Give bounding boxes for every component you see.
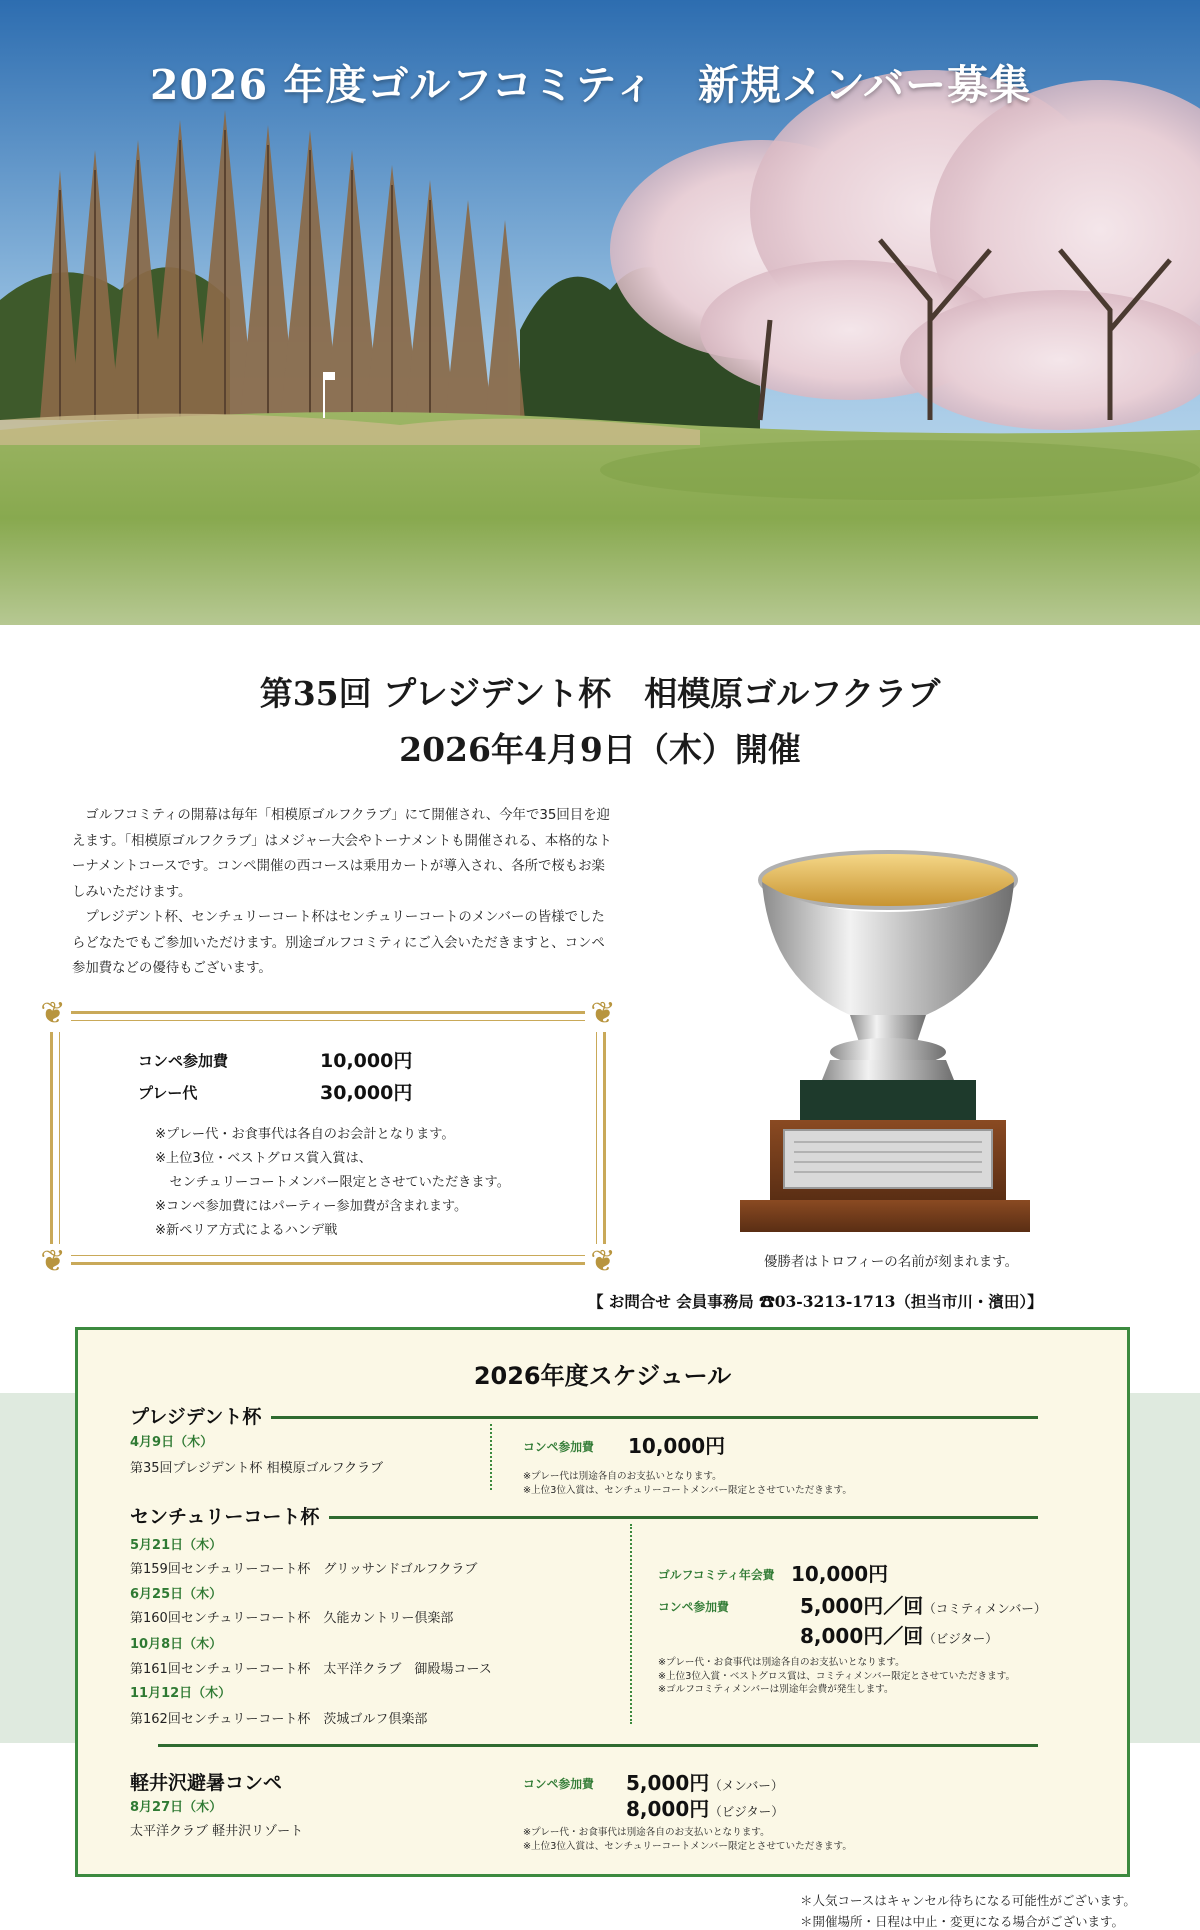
ornament-icon: ❦ (35, 996, 71, 1032)
note: ※上位3位入賞・ベストグロス賞は、コミティメンバー限定とさせていただきます。 (658, 1670, 1016, 1682)
note: ※プレー代・お食事代は別途各自のお支払いとなります。 (523, 1827, 770, 1838)
event-title: 第35回 プレジデント杯 相模原ゴルフクラブ (259, 674, 941, 713)
century-fee-label: コンペ参加費 (658, 1600, 729, 1614)
karuizawa-heading: 軽井沢避暑コンペ (130, 1768, 292, 1795)
karuizawa-date: 8月27日（木） (130, 1800, 223, 1815)
fee-note: ※上位3位・ベストグロス賞入賞は、 (155, 1151, 372, 1166)
intro-text (72, 803, 612, 982)
karuizawa-notes (523, 1826, 852, 1853)
event-date: 2026年4月9日（木）開催 (399, 730, 801, 769)
trophy-caption: 優勝者はトロフィーの名前が刻まれます。 (763, 1254, 1019, 1270)
fee-amount: 10,000円 (320, 1050, 413, 1072)
president-notes (523, 1470, 852, 1497)
note: ※ゴルフコミティメンバーは別途年会費が発生します。 (658, 1684, 894, 1695)
president-fee-label: コンペ参加費 (523, 1440, 594, 1454)
century-notes (658, 1656, 1015, 1697)
fee-note: ※新ペリア方式によるハンデ戦 (155, 1223, 338, 1238)
century-date: 6月25日（木） (130, 1587, 223, 1602)
flag-pin-icon (323, 372, 325, 418)
schedule-panel (75, 1327, 1130, 1877)
karuizawa-fee-label: コンペ参加費 (523, 1777, 594, 1791)
fee-label: コンペ参加費 (138, 1052, 229, 1070)
century-fee-visitor: 8,000円／回（ビジター） (800, 1624, 998, 1648)
century-date: 10月8日（木） (130, 1637, 223, 1652)
century-venue: 第161回センチュリーコート杯 太平洋クラブ 御殿場コース (130, 1662, 492, 1677)
karuizawa-venue: 太平洋クラブ 軽井沢リゾート (130, 1824, 304, 1839)
footer-notes (800, 1890, 1136, 1930)
intro-paragraph-1: ゴルフコミティの開幕は毎年「相模原ゴルフクラブ」にて開催され、今年で35回目を迎えます。「相模原ゴルフクラブ」はメジャー大会やトーナメントも開催される、本格的なトーナメントコースです。コンペ開催の西コースは乗用カートが導入され、各所で桜もお楽しみいただけます。 (72, 808, 612, 900)
president-fee-amount: 10,000円 (628, 1434, 726, 1458)
intro-paragraph-2: プレジデント杯、センチュリーコート杯はセンチュリーコートのメンバーの皆様でしたらどなたでもご参加いただけます。別途ゴルフコミティにご入会いただきますと、コンペ参加費などの優待もございます。 (72, 910, 605, 976)
fee-note: センチュリーコートメンバー限定とさせていただきます。 (169, 1175, 510, 1190)
century-fee-member: 5,000円／回（コミティメンバー） (800, 1594, 1047, 1618)
trophy-image (740, 830, 1030, 1240)
note: ※プレー代は別途各自のお支払いとなります。 (523, 1471, 722, 1482)
annual-fee-amount: 10,000円 (791, 1562, 889, 1586)
note: ※上位3位入賞は、センチュリーコートメンバー限定とさせていただきます。 (523, 1484, 852, 1496)
century-heading: センチュリーコート杯 (130, 1502, 329, 1529)
dotted-divider (490, 1424, 492, 1490)
karuizawa-fee-member: 5,000円（メンバー） (626, 1771, 784, 1795)
footer-note: ＊開催場所・日程は中止・変更になる場合がございます。 (800, 1914, 1125, 1929)
century-venue: 第160回センチュリーコート杯 久能カントリー倶楽部 (130, 1611, 454, 1626)
divider (158, 1744, 1038, 1747)
hero-banner (0, 0, 1200, 625)
schedule-title: 2026年度スケジュール (473, 1362, 732, 1390)
note: ※上位3位入賞は、センチュリーコートメンバー限定とさせていただきます。 (523, 1840, 852, 1852)
ornament-icon: ❦ (35, 1244, 71, 1280)
contact-info: 【 お問合せ 会員事務局 ☎03-3213-1713（担当市川・濱田）】 (588, 1292, 1043, 1311)
century-date: 11月12日（木） (130, 1686, 232, 1701)
fee-label: プレー代 (138, 1084, 198, 1102)
ornament-icon: ❦ (585, 996, 621, 1032)
century-date: 5月21日（木） (130, 1538, 223, 1553)
president-heading: プレジデント杯 (130, 1402, 271, 1429)
fee-row-play (138, 1082, 413, 1104)
ornament-icon: ❦ (585, 1244, 621, 1280)
fee-note: ※プレー代・お食事代は各自のお会計となります。 (155, 1127, 455, 1142)
fee-row-entry (138, 1050, 413, 1072)
century-venue: 第162回センチュリーコート杯 茨城ゴルフ倶楽部 (130, 1712, 428, 1727)
president-date: 4月9日（木） (130, 1435, 214, 1450)
note: ※プレー代・お食事代は別途各自のお支払いとなります。 (658, 1657, 905, 1668)
fee-note: ※コンペ参加費にはパーティー参加費が含まれます。 (155, 1199, 468, 1214)
divider (158, 1416, 1038, 1419)
footer-note: ＊人気コースはキャンセル待ちになる可能性がございます。 (800, 1893, 1136, 1908)
fee-amount: 30,000円 (320, 1082, 413, 1104)
hero-title: 2026 年度ゴルフコミティ 新規メンバー募集 (150, 61, 1032, 109)
dotted-divider (630, 1524, 632, 1724)
president-venue: 第35回プレジデント杯 相模原ゴルフクラブ (130, 1461, 384, 1476)
karuizawa-fee-visitor: 8,000円（ビジター） (626, 1797, 784, 1821)
annual-fee-label: ゴルフコミティ年会費 (658, 1568, 775, 1582)
century-venue: 第159回センチュリーコート杯 グリッサンドゴルフクラブ (130, 1562, 478, 1577)
fee-notes (155, 1123, 510, 1243)
